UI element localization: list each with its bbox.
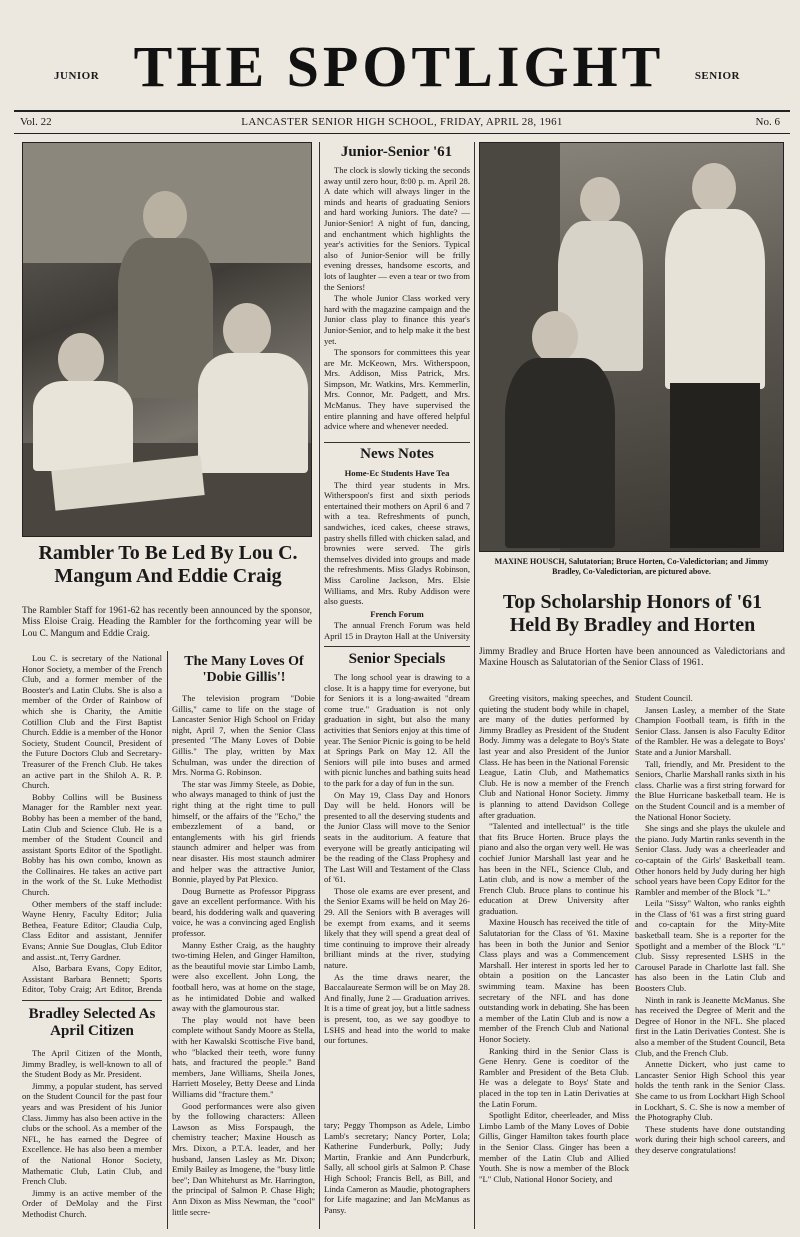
junior-senior-para: The clock is slowly ticking the seconds away until zero hour, 8:00 p. m. April 28. A date which will always linger in the minds and hearts of graduating Seniors and hard working Juniors. The date? —Junior-Senior! A night of fun, dancing, and enchantment which highlights the year's activities for the Seniors. Typical also of Junior-Senior will be frilly evening dresses, handsome escorts, and lots of laughter — even a tear or two from the Seniors! [324, 165, 470, 292]
scholarship-lead: Jimmy Bradley and Bruce Horten have been announced as Valedictorians and Maxine Housch as Salutatorian of the Senior Class of 1961. [479, 647, 785, 669]
news-notes-body [324, 466, 470, 641]
rambler-para: Lou C. is secretary of the National Honor Society, a member of the French Club, and a former member of the Booster's and Latin Clubs. She is also a member of the Order of Rainbow of which she is Charity, the Amitie Cotillion Club and the First Baptist Church. Eddie is a member of the Honor Society, Student Council, President of the Future Doctors Club and Secretary-Treasurer of the French Club. He takes an active part in the Shiloh A. R. P. Church. [22, 653, 162, 791]
dobie-continued: tary; Peggy Thompson as Adele, Limbo Lamb's secretary; Nancy Porter, Lola; Katherine Funderburk, Polly; Judy Martin, Frankie and Ann Pundcrburk, Sally, all school girls at Salmon P. Chase High School; Francis Bell, as Bill, and Linda Cameron as Maudie, photographers for Life magazine; and Jan McManus as Pansy. [324, 1120, 470, 1215]
junior-senior-para: The whole Junior Class worked very hard with the magazine campaign and the Junior class play to finance this year's Junior-Senior, and to help make it the best yet. [324, 293, 470, 346]
french-forum-subhead: French Forum [370, 608, 424, 619]
scholarship-para: Jansen Lasley, a member of the State Champion Football team, is fifth in the Senior Class. Jansen is also Faculty Editor of the Rambler. He was a delegate to Boys' State and a Junior Marshall. [635, 704, 785, 757]
scholarship-para: Tall, friendly, and Mr. President to the Seniors, Charlie Marshall ranks sixth in his class. Charlie was a first string forward for the Blue Hurricane basketball team. He is on the Student Council and is a member of the National Honor Society. [635, 758, 785, 822]
dobie-para: Good performances were also given by the following characters: Alleen Lawson as Miss Forspaugh, the chemistry teacher; Maxine Housch as Mrs. Dixon, a P.T.A. leader, and her husband, Jansen Lasley as Mr. Dixon; Emily Bailey as Imogene, the "busy little bee"; Dan Whitehurst as Mr. Harrington, the principal of Salmon P. Chase High; Ann Dixon as Miss Newman, the "cool" little secre- [172, 1100, 315, 1217]
junior-senior-para: The sponsors for committees this year are Mr. McKeown, Mrs. Witherspoon, Mrs. Addison, Miss Patrick, Mrs. Simpson, Mr. Watkins, Mrs. Kemmerlin, Mrs. Connor, Mr. Padgett, and Mrs. McManus. They have supervised the entire planning and have offered helpful advice where and whenever needed. [324, 347, 470, 432]
ear-left: JUNIOR [54, 70, 100, 82]
scholarship-para: These students have done outstanding work during their high school careers, and they deserve congratulations! [635, 1123, 785, 1155]
senior-specials-headline: Senior Specials [348, 651, 446, 667]
senior-specials-para: The long school year is drawing to a close. It is a happy time for everyone, but for Seniors it is a long-awaited "dream come true." Graduation is not only graduation in sight, but also the many activities that Seniors enjoy at this time of year. The Senior Picnic is going to be held at Springs Park on May 12. All the Seniors will pile into buses and armed with picnic lunches and bathing suits head to the park for a day of fun in the sun. [324, 672, 470, 788]
bradley-para: Jimmy is an active member of the Order of DeMolay and the First Methodist Church. [22, 1187, 162, 1219]
rambler-headline: Rambler To Be Led By Lou C. Mangum And Eddie Craig [38, 542, 298, 587]
dobie-para: Manny Esther Craig, as the haughty two-timing Helen, and Ginger Hamilton, as the beautiful movie star Limbo Lamb, were also excellent. John Long, the football hero, was at home on the stage, as he intimidated Dobie and walked away with the glamourous star. [172, 939, 315, 1014]
scholarship-para: Greeting visitors, making speeches, and quieting the student body while in chapel, are many of the duties performed by Jimmy Bradley as President of the Student Body. Jimmy was a delegate to Boy's State last year and also President of the Junior Class. He has been in the National Forensic League, Latin Club, and Mathematics Club. He is now a member of the French Club and National Honor Society. Jimmy is planning to attend Davidson College after graduation. [479, 693, 629, 820]
senior-specials-para: Those ole exams are ever present, and the Senior Exams will be held on May 26-29. All the Seniors with B averages will be exempt from exams, and it seems likely that they will spend a great deal of time continuing to improve their already brilliant minds at the river, studying nature. [324, 885, 470, 971]
dobie-body [172, 693, 315, 1228]
home-ec-subhead: Home-Ec Students Have Tea [344, 468, 450, 478]
senior-specials-body [324, 672, 470, 1117]
masthead [14, 8, 790, 108]
senior-specials-para: As the time draws nearer, the Baccalaureate Sermon will be on May 28. And finally, June 2 — Graduation arrives. It is a time of great joy, but a little sadness is present, too, as we say goodbye to LSHS and head into the world to make our fortunes. [324, 971, 470, 1046]
dobie-para: The star was Jimmy Steele, as Dobie, who always managed to think of just the right thing at the right time to pull himself, or the affairs of the "Echo," the embezzlement of a band, or entanglements with his girl friends staunch admirer and helper was from near disaster. His most staunch admirer and helper was the attractive Junior, Bonnie, played by Pat Plexico. [172, 778, 315, 885]
dobie-para: Doug Burnette as Professor Pipgrass gave an excellent performance. With his beard, his doddering walk and quavering voice, he was a convincing aged English professor. [172, 885, 315, 939]
news-notes-headline: News Notes [360, 446, 434, 462]
scholarship-para: She sings and she plays the ukulele and the piano. Judy Martin ranks seventh in the Senior Class. Judy was a cheerleader and co-captain of the Girls' Basketball team. Other honors held by Judy during her high school years have been Copy Editor for the Rambler and member of the Block "L." [635, 823, 785, 897]
bradley-body [22, 1048, 162, 1228]
dobie-para: The television program "Dobie Gillis," came to life on the stage of Lancaster Senior High School on Friday night, April 7, when the Senior Class presented "The Many Loves of Dobie Gillis." The play, written by Max Schulman, was under the direction of Mrs. Norma G. Robinson. [172, 693, 315, 778]
rambler-para: Other members of the staff include: Wayne Henry, Faculty Editor; Julia Bethea, Feature Editor; Claudia Culp, Class Editor and assistant, Jennifer Evans; Annie Sue Douglas, Club Editor and assist..nt, Terry Gardner. [22, 898, 162, 962]
ear-right: SENIOR [694, 70, 740, 82]
scholarship-caption: MAXINE HOUSCH, Salutatorian; Bruce Horten, Co-Valedictorian; and Jimmy Bradley, Co-Valedictorian, are pictured above. [494, 557, 769, 576]
newspaper-page [14, 8, 790, 1230]
rambler-para: Also, Barbara Evans, Copy Editor, Assistant Barbara Bennett; Sports Editor, Toby Craig; Art Editor, Brenda [22, 963, 162, 995]
dobie-para: The play would not have been complete without Sandy Moore as Stella, with her Kawalski Scottische Five band, who "blacked their teeth, wore funny hats, and fractured the people." Band members, Jane Williams, Sheila Jones, Harriett Moseley, Betty Deese and Linda Williams did "fracture them." [172, 1014, 315, 1099]
newspaper-title: THE SPOTLIGHT [133, 34, 665, 99]
scholarship-para: Student Council. [635, 693, 693, 703]
rambler-lead: The Rambler Staff for 1961-62 has recently been announced by the sponsor, Miss Eloise Craig. Heading the Rambler for the forthcoming year will be Lou C. Mangum and Eddie Craig. [22, 606, 312, 639]
rambler-staff-photo [22, 142, 312, 537]
bradley-para: The April Citizen of the Month, Jimmy Bradley, is well-known to all of the Student Body as Mr. President. [22, 1048, 162, 1080]
scholarship-headline: Top Scholarship Honors of '61 Held By Bradley and Horten [502, 591, 763, 636]
bradley-headline: Bradley Selected As April Citizen [28, 1006, 156, 1040]
rambler-body [22, 653, 162, 995]
scholarship-para: Spotlight Editor, cheerleader, and Miss Limbo Lamb of the Many Loves of Dobie Gillis, Ginger Hamilton takes fourth place in the Senior Class. Ginger has been a member of the Latin Club and Allied Youth. She is now a member of the Block "L" Club, National Honor Society, and [479, 1110, 629, 1184]
home-ec-para: The third year students in Mrs. Witherspoon's first and sixth periods entertained their mothers on April 6 and 7 with a tea. Refreshments of punch, sandwiches, iced cakes, cheese straws, pastry shells filled with chicken salad, and brownies were served. The girls themselves divided into groups and made the refreshments. Miss Gladys Robinson, Miss Caroline Jackson, Mrs. Elsie Williams, and Mrs. Ruby Addison were also guests. [324, 479, 470, 607]
scholarship-col1 [479, 693, 629, 1228]
scholarship-para: Annette Dickert, who just came to Lancaster Senior High School this year holds the tenth rank in the Senior Class. She came to us from Lockhart High School in Lockhart, S. C. She is now a member of the Photography Club. [635, 1059, 785, 1123]
scholarship-para: "Talented and intellectual" is the title that fits Bruce Horten. Bruce plays the piano and also the organ very well. He was cochief Junior Marshall last year and he has been in the NFL, Science Club, and Latin club, and is now a member of the French Club. Bruce plans to continue his education at Drew University after graduation. [479, 821, 629, 916]
bradley-para: Jimmy, a popular student, has served on the Student Council for the past four years and was President of his Junior Class. Jimmy has also been active in the clubs or the school. As a member of the NFL, he has earned the Degree of Excellence. He has also been a member of the National Honor Society, Mathematic Club, Latin Club, and French Club. [22, 1080, 162, 1187]
senior-specials-para: On May 19, Class Day and Honors Day will be held. Honors will be presented to all the deserving students and the Junior Class will move to the Senior seats in the auditorium. A feature that everyone will be greatly anticipating wil be the reading of the Class Prophesy and The Last Will and Testament of the Class of '61. [324, 789, 470, 885]
dobie-headline: The Many Loves Of 'Dobie Gillis'! [184, 654, 304, 686]
scholarship-para: Ranking third in the Senior Class is Gene Henry. Gene is coeditor of the Rambler and President of the Beta Club. He was a delegate to Boys' State and placed in the top ten in Latin Derivaties at the Latin Forum. [479, 1045, 629, 1109]
scholarship-para: Ninth in rank is Jeanette McManus. She has received the Degree of Merit and the Degree of Honor in the NFL. She placed first in the Latin Derivaties Contest. She is also a member of the Student Council, Beta Club, and the French Club. [635, 994, 785, 1058]
scholarship-para: Maxine Housch has received the title of Salutatorian for the Class of '61. Maxine has been in both the Junior and Senior Class plays and was a Commencement Marshall. Her interest in sports led her to obtain a position on the Lancaster swimming team. Maxine has been secretary of the NFL and has done outstanding work in debating. She has been a member of the Latin Club and is now a member of the French Club and National Honor Society. [479, 917, 629, 1044]
dateline: LANCASTER SENIOR HIGH SCHOOL, FRIDAY, APRIL 28, 1961 [241, 116, 563, 128]
junior-senior-headline: Junior-Senior '61 [340, 144, 453, 160]
scholarship-para: Leila "Sissy" Walton, who ranks eighth in the Class of '61 was a first string guard and co-captain for the Mity-Mite basketball team. She is a reporter for the Spotlight and a member of the Block "L" Club. Sissy represented LSHS in the Carousel Parade in Charlotte last fall. She has also been in the Latin Club and Boosters Club. [635, 898, 785, 994]
scholarship-photo [479, 142, 784, 552]
volume: Vol. 22 [20, 116, 52, 128]
rambler-para: Bobby Collins will be Business Manager for the Rambler next year. Bobby has been a member of the band, Latin Club and Science Club. He is a member of the Student Council and assistant Sports Editor of the Spotlight. Bobby has his own combo, known as the Collinaires. He takes an active part in the work of the St. Luke Methodist Church. [22, 791, 162, 898]
dateline-bar [14, 110, 790, 134]
junior-senior-body [324, 165, 470, 440]
scholarship-col2 [635, 693, 785, 1228]
issue-number: No. 6 [755, 116, 780, 128]
french-forum-para: The annual French Forum was held April 15 in Drayton Hall at the University [324, 620, 470, 641]
